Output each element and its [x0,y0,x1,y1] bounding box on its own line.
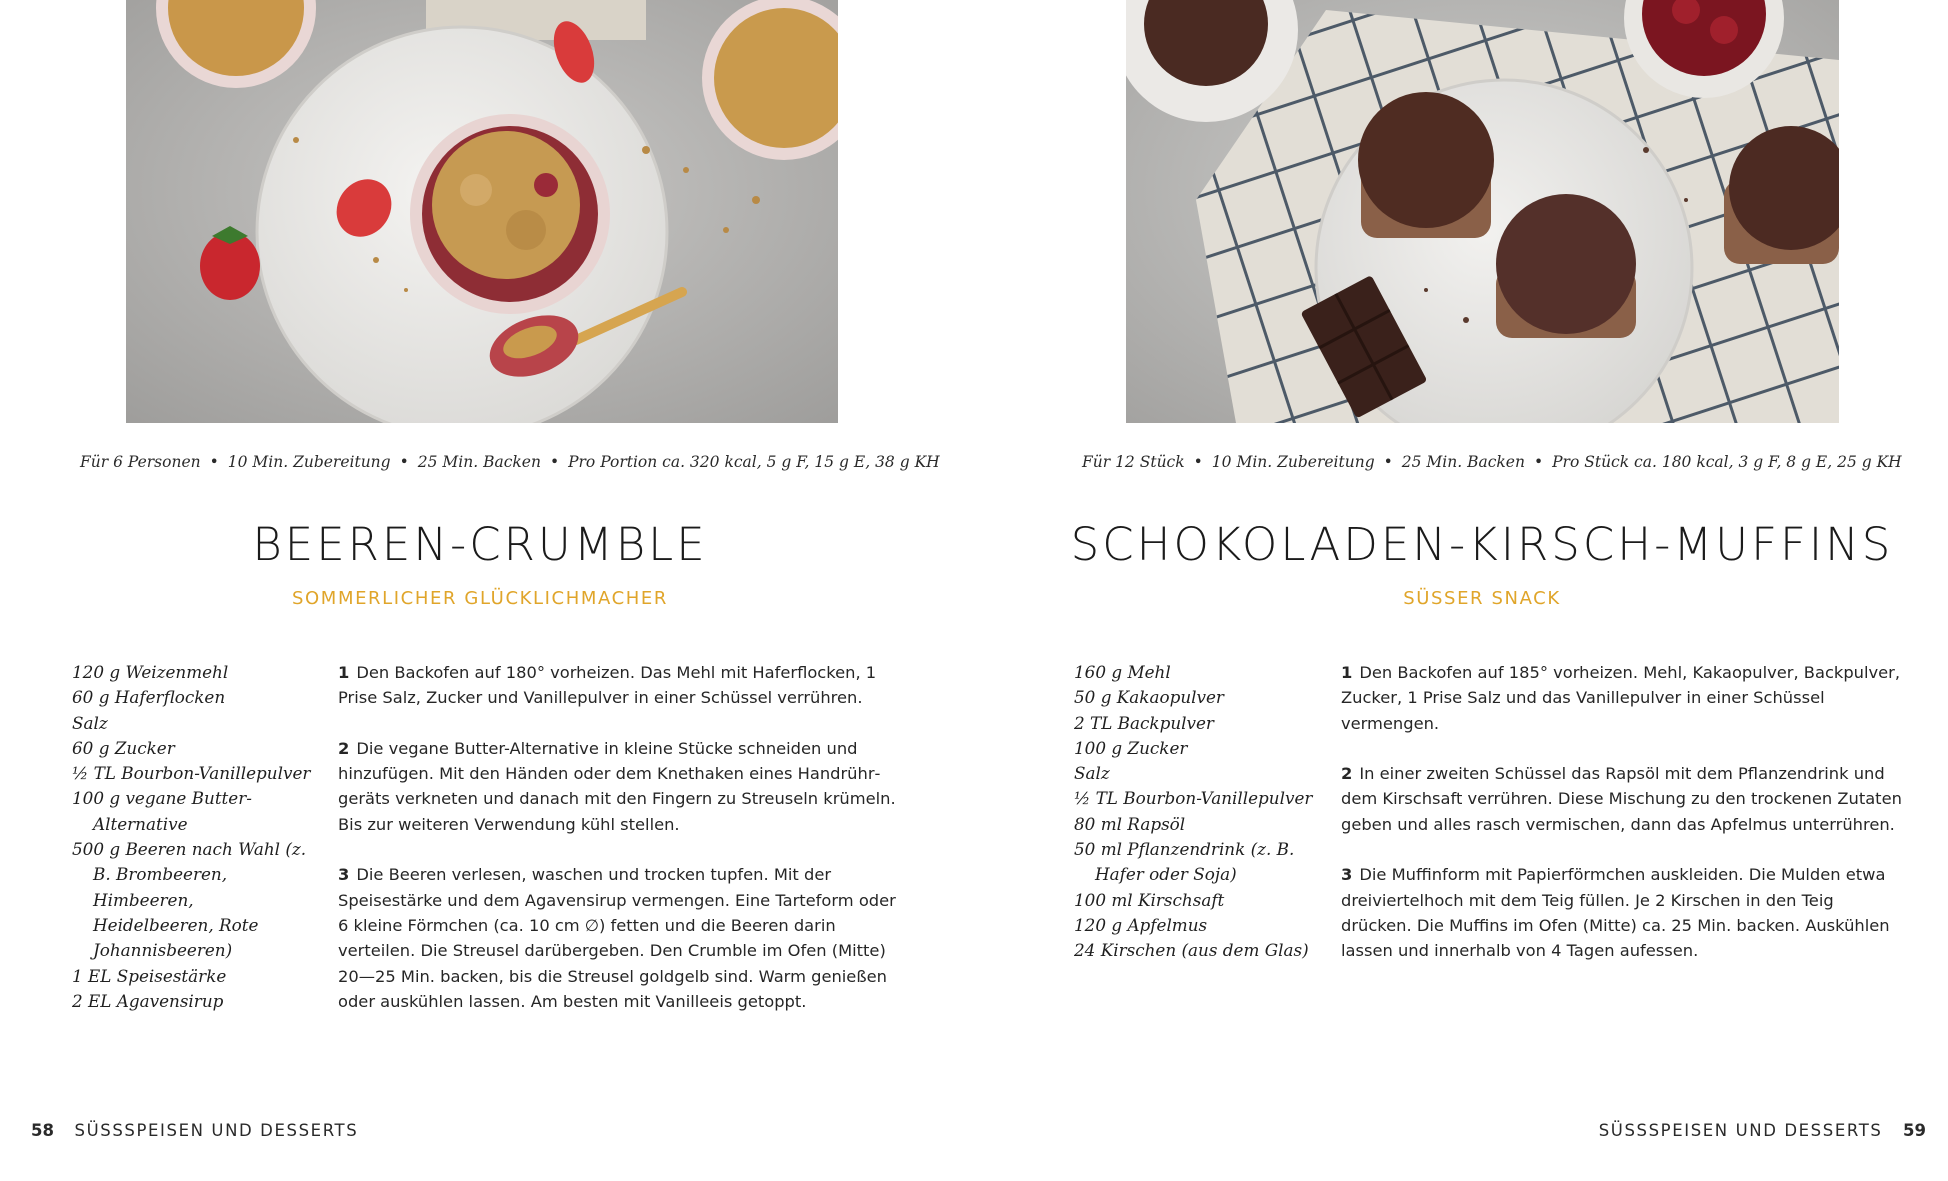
ingredient-item: 100 g vegane Butter-Alternative [72,788,252,834]
step-text: In einer zweiten Schüssel das Rapsöl mit dem Pflanzendrink und dem Kirschsaft verrühren. Diese Mischung zu den trockenen Zutaten geben und alles rasch vermischen, dann das Apfelmus unterrühren. [1341,764,1902,834]
recipe-title: BEEREN-CRUMBLE [252,518,708,571]
instruction-steps [338,660,898,1039]
page-footer-right [1599,1121,1926,1140]
recipe-meta-line [80,453,940,471]
section-name: SÜSSSPEISEN UND DESSERTS [74,1121,359,1140]
step-text: Den Backofen auf 180° vorheizen. Das Mehl mit Haferflocken, 1 Prise Salz, Zucker und Vanillepulver in einer Schüssel verrühren. [338,663,877,708]
ingredient-item: ½ TL Bourbon-Vanillepulver [72,763,311,784]
page-number: 59 [1903,1121,1926,1140]
ingredient-item: 1 EL Speisestärke [72,965,227,986]
meta-bake-time: 25 Min. Backen [1401,453,1525,471]
ingredient-item: Salz [1074,763,1110,784]
meta-nutrition: Pro Stück ca. 180 kcal, 3 g F, 8 g E, 25 g KH [1552,453,1902,471]
recipe-meta-line [1082,453,1902,471]
ingredient-item: 2 TL Backpulver [1074,712,1214,733]
ingredient-item: 80 ml Rapsöl [1074,813,1186,834]
ingredient-item: 120 g Weizenmehl [72,662,229,682]
step-2 [1341,761,1909,837]
meta-servings: Für 12 Stück [1082,453,1185,471]
meta-bake-time: 25 Min. Backen [417,453,541,471]
bullet-dot: • [549,453,560,471]
recipe-subtitle: SÜSSER SNACK [1403,588,1561,609]
meta-servings: Für 6 Personen [80,453,201,471]
step-text: Die vegane Butter-Alternative in kleine Stücke schneiden und hinzufügen. Mit den Händen oder dem Knethaken eines Handrührgeräts verkneten und danach mit den Fingern zu Streuseln krümeln. Bis zur weiteren Verwendung kühl stellen. [338,738,896,834]
ingredient-item: 160 g Mehl [1074,662,1171,682]
step-2 [338,736,898,837]
bullet-dot: • [399,453,409,471]
bullet-dot: • [1533,453,1544,471]
meta-prep-time: 10 Min. Zubereitung [227,453,391,471]
ingredient-item: 2 EL Agavensirup [72,990,224,1011]
ingredient-list [1074,660,1314,964]
instruction-steps [1341,660,1909,989]
ingredient-item: 50 ml Pflanzendrink (z. B. Hafer oder Soja) [1074,839,1295,885]
ingredient-item: 120 g Apfelmus [1074,914,1208,935]
ingredient-item: 50 g Kakaopulver [1074,687,1224,708]
step-1 [1341,660,1909,736]
ingredient-item: Salz [72,712,108,733]
step-number: 2 [1341,764,1353,784]
recipe-subtitle: SOMMERLICHER GLÜCKLICHMACHER [292,588,668,609]
ingredient-list [72,660,312,1014]
step-number: 2 [338,738,350,758]
step-1 [338,660,898,711]
ingredient-item: 60 g Zucker [72,737,175,758]
step-3 [1341,862,1909,963]
section-name: SÜSSSPEISEN UND DESSERTS [1598,1121,1883,1140]
ingredient-item: 60 g Haferflocken [72,687,226,708]
page-footer-left [31,1121,358,1140]
ingredient-item: 500 g Beeren nach Wahl (z. B. Brombeeren, Himbeeren, Heidelbeeren, Rote Johannisbeeren) [72,839,307,961]
ingredient-item: ½ TL Bourbon-Vanillepulver [1074,788,1313,809]
meta-nutrition: Pro Portion ca. 320 kcal, 5 g F, 15 g E, 38 g KH [568,453,940,471]
berry-crumble-photo [126,0,838,423]
step-number: 1 [1341,663,1353,682]
ingredient-item: 100 ml Kirschsaft [1074,889,1225,910]
ingredient-item: 24 Kirschen (aus dem Glas) [1074,940,1309,961]
chocolate-cherry-muffins-photo [1126,0,1839,423]
ingredient-item: 100 g Zucker [1074,737,1188,758]
meta-prep-time: 10 Min. Zubereitung [1211,453,1375,471]
step-number: 3 [338,865,350,885]
step-number: 3 [1341,865,1353,885]
step-number: 1 [338,663,350,682]
step-text: Die Beeren verlesen, waschen und trocken tupfen. Mit der Speisestärke und dem Agavensirup vermengen. Eine Tarteform oder 6 kleine Förmchen (ca. 10 cm ∅) fetten und die Beeren darin verteilen. Die Streusel darübergeben. Den Crumble im Ofen (Mitte) 20—25 Min. backen, bis die Streusel goldgelb sind. Warm genießen oder auskühlen lassen. Am besten mit Vanilleeis getoppt. [338,865,896,1011]
bullet-dot: • [1383,453,1393,471]
page-number: 58 [31,1121,54,1140]
step-text: Die Muffinform mit Papierförmchen auskleiden. Die Mulden etwa dreiviertelhoch mit dem Teig füllen. Je 2 Kirschen in den Teig drücken. Die Muffins im Ofen (Mitte) ca. 25 Min. backen. Auskühlen lassen und innerhalb von 4 Tagen aufessen. [1341,865,1890,961]
step-text: Den Backofen auf 185° vorheizen. Mehl, Kakaopulver, Backpulver, Zucker, 1 Prise Salz und das Vanillepulver in einer Schüssel vermengen. [1341,663,1901,733]
step-3 [338,862,898,1014]
bullet-dot: • [209,453,219,471]
bullet-dot: • [1193,453,1203,471]
recipe-title: SCHOKOLADEN-KIRSCH-MUFFINS [1070,518,1894,571]
